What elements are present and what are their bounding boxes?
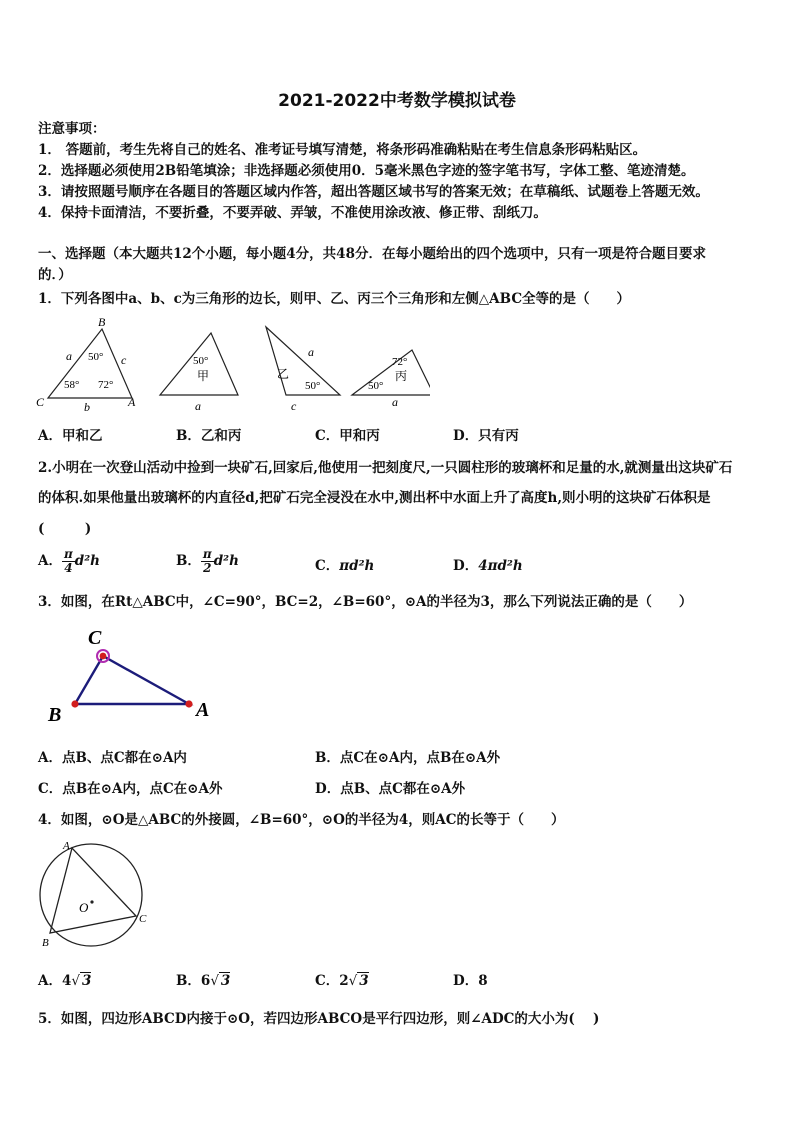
label-angle-c: 58° bbox=[64, 379, 80, 391]
question-1-option-a: A．甲和乙 bbox=[38, 428, 103, 444]
radicand: 3 bbox=[359, 973, 369, 989]
denominator: 4 bbox=[64, 561, 73, 575]
radicand: 3 bbox=[81, 973, 92, 989]
question-5-stem: 5．如图，四边形ABCD内接于⊙O，若四边形ABCO是平行四边形，则∠ADC的大小为( ) bbox=[38, 1011, 600, 1027]
option-label: C． bbox=[315, 558, 340, 574]
label-vertex-b: B bbox=[48, 704, 62, 726]
label-angle-b: 50° bbox=[88, 351, 104, 363]
fraction bbox=[62, 548, 75, 575]
label-name: 乙 bbox=[277, 367, 290, 381]
label-side-b: b bbox=[84, 400, 90, 414]
question-3-figure bbox=[40, 622, 230, 727]
expression: 4πd²h bbox=[478, 558, 523, 574]
label-side-a: a bbox=[308, 345, 314, 359]
label-side: a bbox=[392, 395, 398, 409]
fraction bbox=[201, 548, 214, 575]
question-4-option-d: D．8 bbox=[453, 973, 488, 989]
numerator: π bbox=[202, 547, 212, 561]
label-angle-1: 72° bbox=[392, 356, 408, 368]
question-1-option-d: D．只有丙 bbox=[453, 428, 519, 444]
option-label: D． bbox=[453, 558, 479, 574]
question-3-option-b: B．点C在⊙A内，点B在⊙A外 bbox=[315, 750, 501, 766]
radicand: 3 bbox=[220, 973, 231, 989]
option-label: C．2 bbox=[315, 973, 349, 989]
expression: πd²h bbox=[339, 558, 375, 574]
label-vertex-b: B bbox=[42, 937, 49, 949]
numerator: π bbox=[63, 547, 73, 561]
label-vertex-a: A bbox=[128, 395, 136, 409]
triangle-abc bbox=[36, 315, 136, 414]
label-vertex-c: C bbox=[36, 395, 45, 409]
question-3-option-c: C．点B在⊙A内，点C在⊙A外 bbox=[38, 781, 223, 797]
label-side: a bbox=[195, 399, 201, 413]
notice-item: 4．保持卡面清洁，不要折叠，不要弄破、弄皱，不准使用涂改液、修正带、刮纸刀。 bbox=[38, 205, 547, 221]
option-label: A． bbox=[38, 553, 62, 569]
label-vertex-b: B bbox=[98, 315, 106, 329]
triangle-bing bbox=[352, 350, 430, 409]
expression-tail: d²h bbox=[213, 553, 239, 569]
denominator: 2 bbox=[203, 561, 212, 575]
notice-item: 2．选择题必须使用2B铅笔填涂；非选择题必须使用0．5毫米黑色字迹的签字笔书写，字体工整、笔迹清楚。 bbox=[38, 163, 695, 179]
notice-item: 1． 答题前，考生先将自己的姓名、准考证号填写清楚，将条形码准确粘贴在考生信息条形码粘贴区。 bbox=[38, 142, 647, 158]
option-label: B．6 bbox=[176, 973, 211, 989]
label-angle-2: 50° bbox=[368, 380, 384, 392]
label-vertex-c: C bbox=[139, 913, 147, 925]
label-side-a: a bbox=[66, 349, 72, 363]
label-angle: 50° bbox=[305, 380, 321, 392]
label-center-o: O bbox=[79, 900, 89, 915]
question-2-line: 2.小明在一次登山活动中捡到一块矿石,回家后,他使用一把刻度尺,一只圆柱形的玻璃杯和足量的水,就测量出这块矿石 bbox=[38, 460, 733, 476]
question-1-option-b: B．乙和丙 bbox=[176, 428, 242, 444]
question-2-option-a bbox=[38, 548, 100, 575]
question-1-option-c: C．甲和丙 bbox=[315, 428, 380, 444]
question-1-stem: 1．下列各图中a、b、c为三角形的边长，则甲、乙、丙三个三角形和左侧△ABC全等的是（ ） bbox=[38, 291, 631, 307]
question-4-option-a: A．4√ 3 bbox=[38, 973, 92, 989]
notice-heading: 注意事项： bbox=[38, 121, 106, 137]
section-heading: 一、选择题（本大题共12个小题，每小题4分，共48分．在每小题给出的四个选项中，只有一项是符合题目要求 bbox=[38, 246, 706, 262]
question-4-option-b: B．6√ 3 bbox=[176, 973, 231, 989]
label-name: 丙 bbox=[395, 369, 408, 383]
label-name: 甲 bbox=[197, 369, 210, 383]
label-vertex-a: A bbox=[196, 699, 210, 721]
section-heading-cont: 的．） bbox=[38, 267, 72, 283]
question-3-option-d: D．点B、点C都在⊙A外 bbox=[315, 781, 466, 797]
label-side-c: c bbox=[121, 353, 127, 367]
question-1-figure bbox=[30, 312, 430, 417]
label-vertex-a: A bbox=[63, 840, 70, 852]
triangle-yi bbox=[266, 327, 340, 413]
option-label: A．4 bbox=[38, 973, 72, 989]
question-4-option-c: C．2√ 3 bbox=[315, 973, 369, 989]
question-3-stem: 3．如图，在Rt△ABC中，∠C=90°，BC=2，∠B=60°，⊙A的半径为3，那么下列说法正确的是（ ） bbox=[38, 594, 693, 610]
label-side-c: c bbox=[291, 399, 297, 413]
label-angle: 50° bbox=[193, 355, 209, 367]
option-label: B． bbox=[176, 553, 201, 569]
question-4-figure bbox=[32, 838, 157, 953]
notice-item: 3．请按照题号顺序在各题目的答题区域内作答，超出答题区域书写的答案无效；在草稿纸、试题卷上答题无效。 bbox=[38, 184, 709, 200]
question-2-option-d bbox=[453, 557, 523, 575]
page-title: 2021-2022中考数学模拟试卷 bbox=[278, 91, 516, 111]
question-4-stem: 4．如图，⊙O是△ABC的外接圆，∠B=60°，⊙O的半径为4，则AC的长等于（ ） bbox=[38, 812, 565, 828]
expression-tail: d²h bbox=[74, 553, 100, 569]
triangle-jia bbox=[160, 333, 238, 413]
question-2-line: ( ) bbox=[38, 521, 92, 537]
label-angle-a: 72° bbox=[98, 379, 114, 391]
question-2-line: 的体积.如果他量出玻璃杯的内直径d,把矿石完全浸没在水中,测出杯中水面上升了高度h,则小明的这块矿石体积是 bbox=[38, 490, 711, 506]
label-vertex-c: C bbox=[88, 627, 102, 649]
question-2-option-b bbox=[176, 548, 239, 575]
question-2-option-c bbox=[315, 557, 374, 575]
question-3-option-a: A．点B、点C都在⊙A内 bbox=[38, 750, 187, 766]
